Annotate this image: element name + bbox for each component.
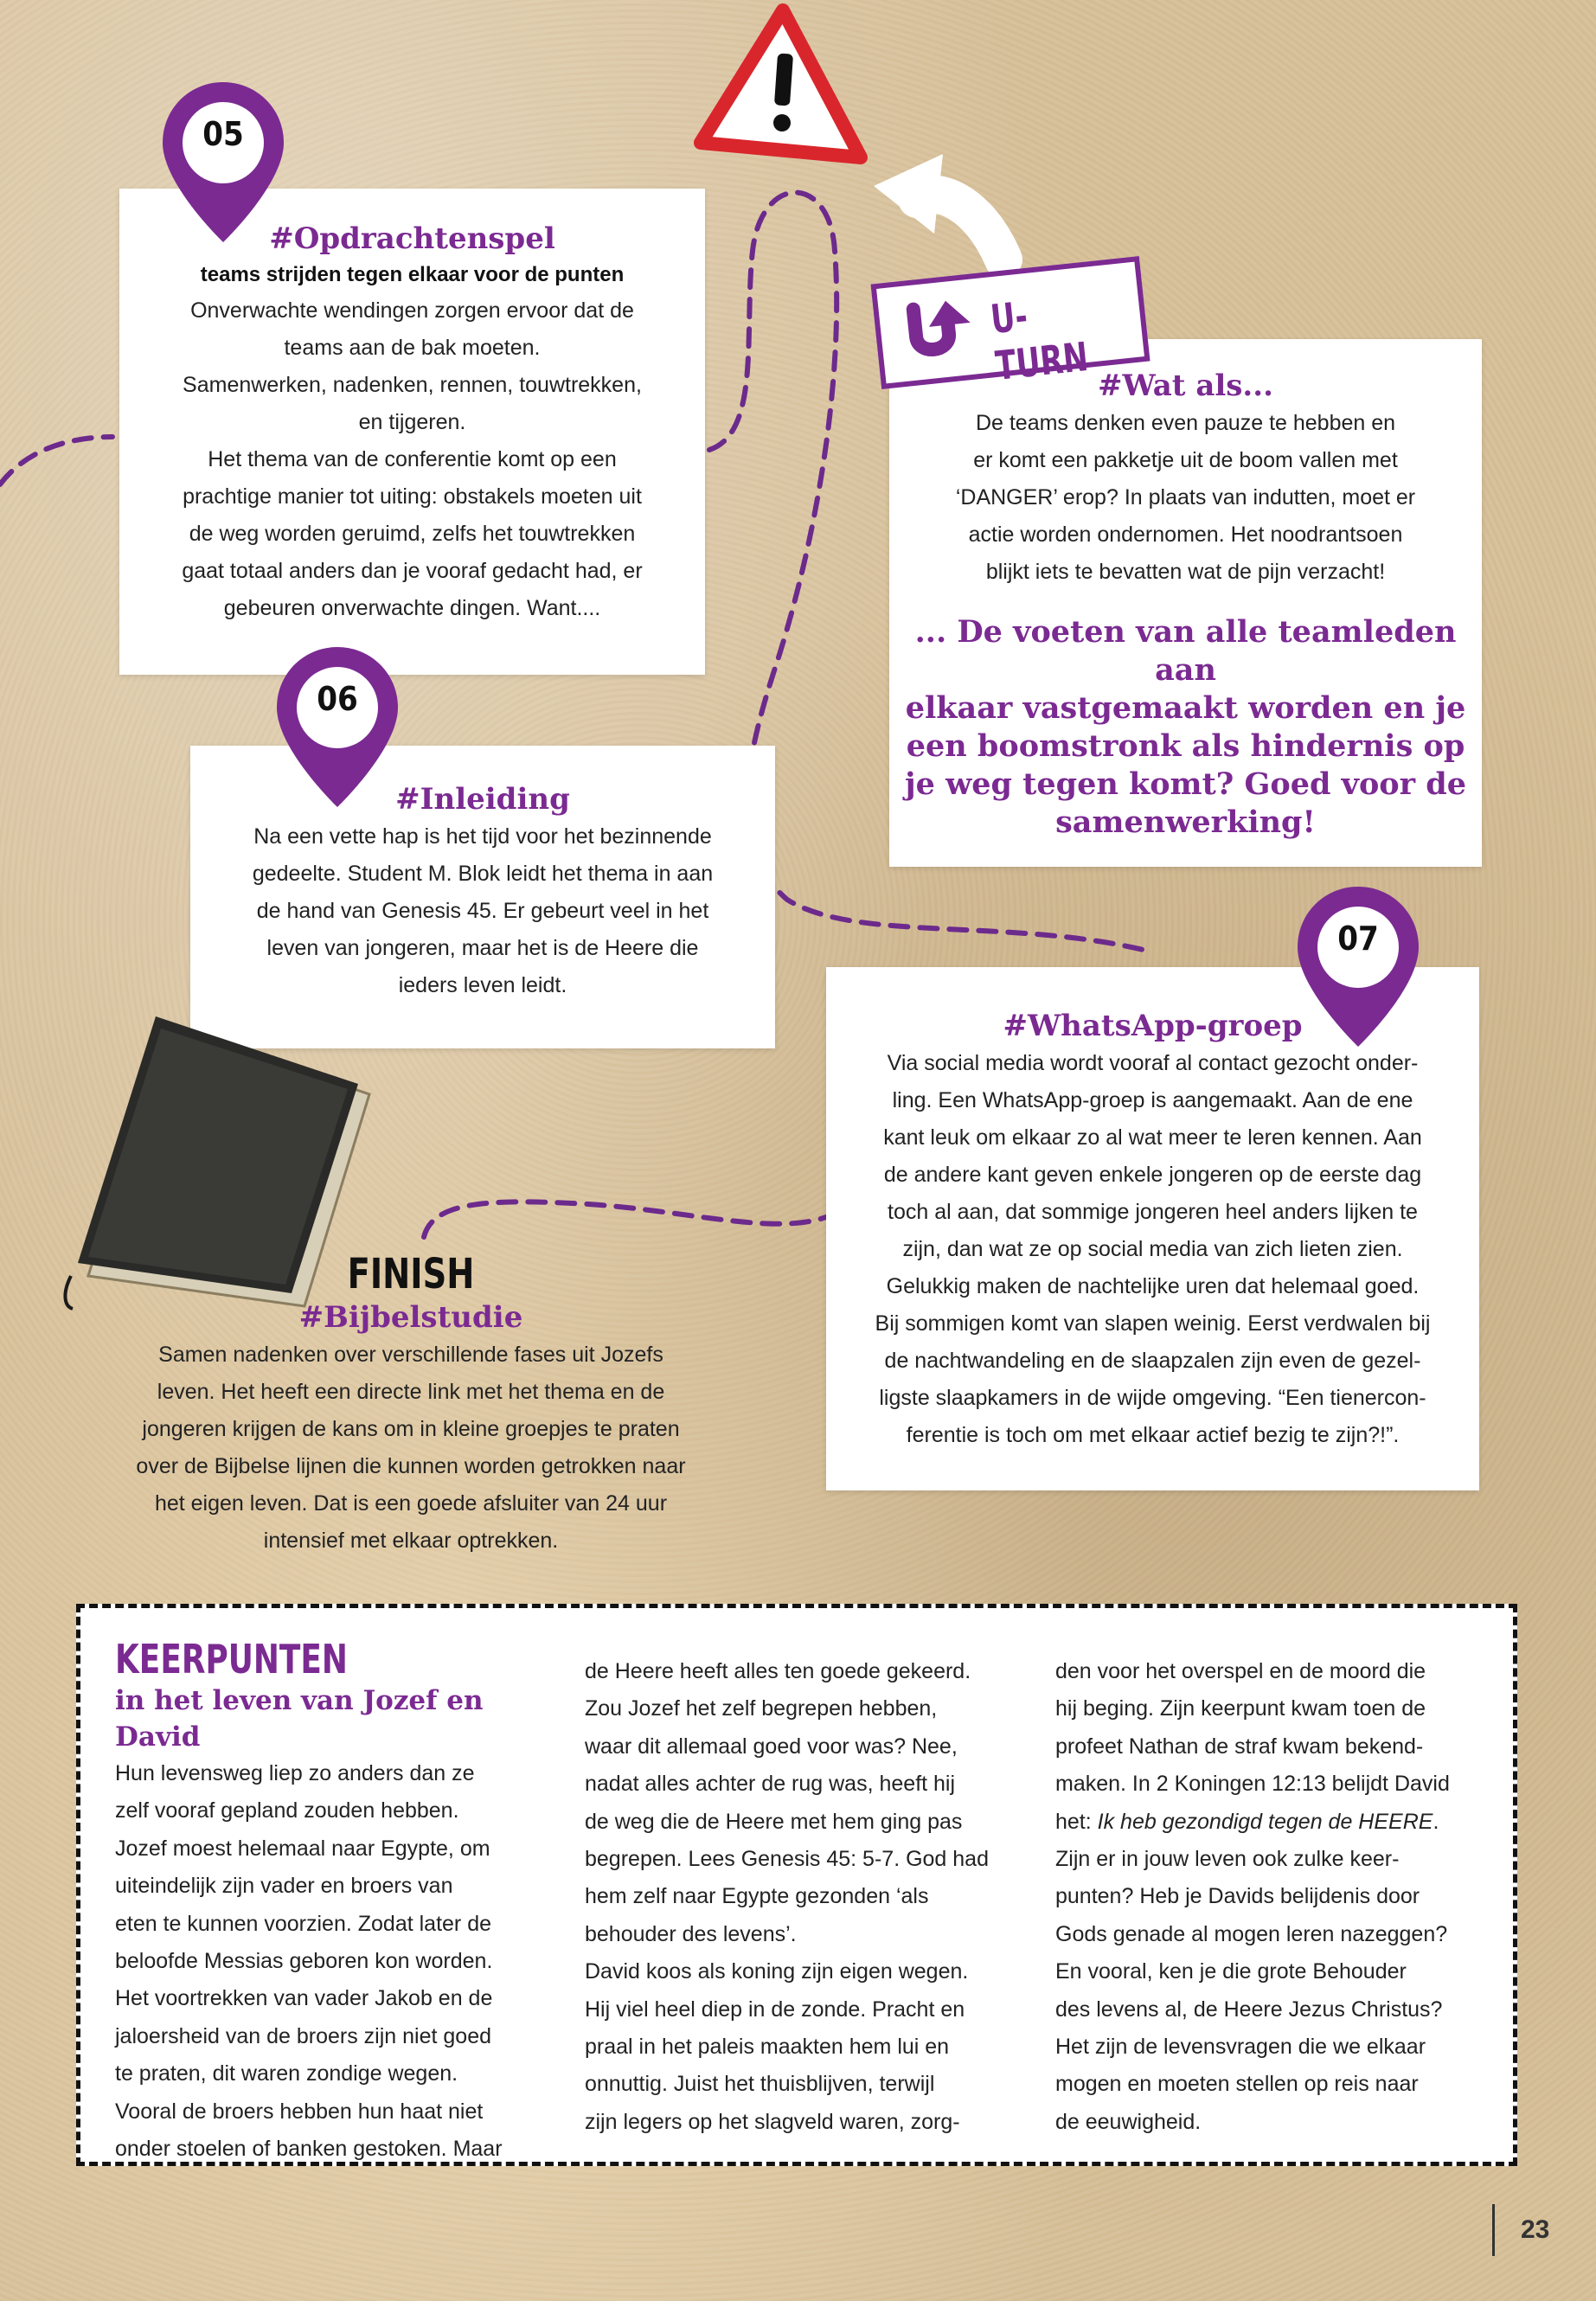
watals-body: [889, 405, 1482, 591]
text-line: prachtige manier tot uiting: obstakels moeten uit: [183, 484, 642, 509]
finish-heading: #Bijbelstudie: [298, 1300, 523, 1335]
text-line: de eeuwigheid.: [1055, 2109, 1202, 2134]
highlight-line: ... De voeten van alle teamleden aan: [914, 614, 1457, 688]
text-line: hem zelf naar Egypte gezonden ‘als: [585, 1884, 929, 1909]
keerpunten-title: KEERPUNTEN: [115, 1636, 348, 1682]
text-line: Hun levensweg liep zo anders dan ze: [115, 1761, 475, 1785]
text-line: toch al aan, dat sommige jongeren heel anders lijken te: [888, 1200, 1418, 1224]
text-line: intensief met elkaar optrekken.: [263, 1529, 559, 1553]
text-line: nadat alles achter de rug was, heeft hij: [585, 1772, 956, 1797]
text-line: de nachtwandeling en de slaapzalen zijn even de gezel-: [884, 1349, 1421, 1373]
u-turn-label: U-TURN: [988, 292, 1091, 389]
card07-heading: #WhatsApp-groep: [1003, 1009, 1303, 1043]
text-line: leven van jongeren, maar het is de Heere die: [266, 936, 699, 960]
card-opdrachtenspel: [119, 189, 705, 675]
text-line: Gelukkig maken de nachtelijke uren dat helemaal goed.: [886, 1274, 1420, 1298]
text-line: ‘DANGER’ erop? In plaats van indutten, moet er: [955, 485, 1416, 510]
text-line: hij beging. Zijn keerpunt kwam toen de: [1055, 1696, 1426, 1721]
text-line: Via social media wordt vooraf al contact gezocht onder-: [887, 1051, 1419, 1075]
card06-heading: #Inleiding: [395, 782, 570, 817]
text-line: Zou Jozef het zelf begrepen hebben,: [585, 1696, 938, 1721]
text-line: leven. Het heeft een directe link met het thema en de: [157, 1380, 665, 1404]
text-line: onnuttig. Juist het thuisblijven, terwijl: [585, 2072, 935, 2097]
highlight-line: samenwerking!: [1055, 804, 1316, 840]
text-line: Het voortrekken van vader Jakob en de: [115, 1986, 493, 2011]
pin-05: [163, 82, 284, 242]
keerpunten-column-3: [1055, 1653, 1488, 2141]
watals-heading: #Wat als...: [1098, 369, 1273, 403]
card05-heading: #Opdrachtenspel: [269, 221, 555, 256]
text-line: Bij sommigen komt van slapen weinig. Eerst verdwalen bij: [875, 1311, 1431, 1336]
highlight-line: een boomstronk als hindernis op: [906, 728, 1465, 764]
text-line: gebeuren onverwachte dingen. Want....: [223, 596, 601, 620]
text-line: des levens al, de Heere Jezus Christus?: [1055, 1997, 1443, 2022]
text-line: zijn legers op het slagveld waren, zorg-: [585, 2109, 960, 2134]
text-line: profeet Nathan de straf kwam bekend-: [1055, 1734, 1424, 1759]
card07-body: [826, 1045, 1479, 1454]
pin-06-label: 06: [317, 680, 358, 718]
text-line: mogen en moeten stellen op reis naar: [1055, 2072, 1419, 2097]
text-line: den voor het overspel en de moord die: [1055, 1659, 1426, 1683]
card06-body: [190, 818, 775, 1004]
map-pin-icon: [277, 647, 398, 807]
text-line: uiteindelijk zijn vader en broers van: [115, 1874, 453, 1899]
text-line: over de Bijbelse lijnen die kunnen worden getrokken naar: [136, 1454, 686, 1478]
page-number-value: 23: [1521, 2215, 1550, 2244]
text-line: Gods genade al mogen leren nazeggen?: [1055, 1921, 1448, 1946]
text-line: jaloersheid van de broers zijn niet goed: [115, 2023, 491, 2048]
text-line: er komt een pakketje uit de boom vallen met: [973, 448, 1398, 472]
keerpunten-column-2: [585, 1653, 1009, 2141]
text-line: ieders leven leidt.: [398, 973, 567, 997]
text-line: Na een vette hap is het tijd voor het bezinnende: [253, 824, 712, 849]
path-segment-bottom: [424, 1202, 830, 1237]
text-line: behouder des levens’.: [585, 1921, 797, 1946]
text-line: maken. In 2 Koningen 12:13 belijdt David: [1055, 1772, 1450, 1797]
finish-section: [78, 1250, 744, 1560]
text-line: de weg die de Heere met hem ging pas: [585, 1809, 963, 1834]
text-line: De teams denken even pauze te hebben en: [975, 411, 1396, 435]
card05-body: [119, 292, 705, 627]
pin-07: [1298, 887, 1419, 1047]
text-line: actie worden ondernomen. Het noodrantsoen: [968, 522, 1403, 547]
keerpunten-column-1: [115, 1636, 539, 2168]
text-line: kant leuk om elkaar zo al wat meer te leren kennen. Aan: [883, 1125, 1422, 1150]
text-line: ling. Een WhatsApp-groep is aangemaakt. Aan de ene: [892, 1088, 1413, 1112]
text-line: En vooral, ken je die grote Behouder: [1055, 1959, 1407, 1984]
text-line: beloofde Messias geboren kon worden.: [115, 1949, 493, 1974]
text-line: onder stoelen of banken gestoken. Maar: [115, 2137, 503, 2162]
path-segment-left: [0, 437, 112, 484]
text-line: Hij viel heel diep in de zonde. Pracht en: [585, 1997, 965, 2022]
text-line: Het thema van de conferentie komt op een: [208, 447, 617, 471]
card05-subheading: teams strijden tegen elkaar voor de punten: [200, 263, 625, 286]
finish-title: FINISH: [347, 1250, 475, 1298]
text-line: te praten, dit waren zondige wegen.: [115, 2061, 458, 2086]
text-line: gaat totaal anders dan je vooraf gedacht had, er: [182, 559, 643, 583]
text-line-quote: [1055, 1804, 1488, 1841]
text-line: jongeren krijgen de kans om in kleine groepjes te praten: [142, 1417, 680, 1441]
text-line: punten? Heb je Davids belijdenis door: [1055, 1884, 1420, 1909]
watals-highlight: [889, 613, 1482, 842]
pin-07-label: 07: [1337, 920, 1379, 958]
text-line: ferentie is toch om met elkaar actief bezig te zijn?!”.: [906, 1423, 1400, 1447]
text-line: gedeelte. Student M. Blok leidt het thema in aan: [252, 862, 714, 886]
text-line: Onverwachte wendingen zorgen ervoor dat de: [190, 298, 634, 323]
text-line: Jozef moest helemaal naar Egypte, om: [115, 1836, 490, 1861]
quote-suffix: .: [1433, 1809, 1439, 1834]
text-line: het eigen leven. Dat is een goede afsluiter van 24 uur: [154, 1491, 668, 1516]
text-line: zelf vooraf gepland zouden hebben.: [115, 1798, 459, 1823]
text-line: de weg worden geruimd, zelfs het touwtrekken: [189, 522, 636, 546]
page-number: [1492, 2204, 1549, 2256]
map-pin-icon: [1298, 887, 1419, 1047]
highlight-line: elkaar vastgemaakt worden en je: [905, 690, 1466, 726]
warning-sign-icon: [701, 10, 861, 157]
u-turn-icon: [894, 292, 987, 369]
text-line: teams aan de bak moeten.: [284, 336, 541, 360]
text-line: Vooral de broers hebben hun haat niet: [115, 2099, 484, 2124]
text-line: zijn, dan wat ze op social media van zich lieten zien.: [902, 1237, 1403, 1261]
map-pin-icon: [163, 82, 284, 242]
u-turn-arrow-icon: [874, 154, 1003, 260]
text-line: Samenwerken, nadenken, rennen, touwtrekken,: [183, 373, 642, 397]
highlight-line: je weg tegen komt? Goed voor de: [904, 766, 1467, 802]
text-line: praal in het paleis maakten hem lui en: [585, 2035, 950, 2060]
text-line: de Heere heeft alles ten goede gekeerd.: [585, 1659, 971, 1683]
pin-05-label: 05: [202, 115, 244, 153]
text-line: Samen nadenken over verschillende fases uit Jozefs: [158, 1343, 663, 1367]
text-line: David koos als koning zijn eigen wegen.: [585, 1959, 969, 1984]
text-line: waar dit allemaal goed voor was? Nee,: [585, 1734, 958, 1759]
text-line: Zijn er in jouw leven ook zulke keer-: [1055, 1847, 1400, 1872]
card-wat-als: [889, 339, 1482, 867]
text-line: blijkt iets te bevatten wat de pijn verzacht!: [985, 560, 1386, 584]
keerpunten-subtitle: in het leven van Jozef en David: [115, 1685, 484, 1753]
text-line: en tijgeren.: [358, 410, 466, 434]
keerpunten-box: [76, 1604, 1517, 2166]
text-line: de hand van Genesis 45. Er gebeurt veel in het: [256, 899, 709, 923]
text-line: Het zijn de levensvragen die we elkaar: [1055, 2035, 1426, 2060]
text-line: begrepen. Lees Genesis 45: 5-7. God had: [585, 1847, 989, 1872]
text-line: ligste slaapkamers in de wijde omgeving. “Een tienercon-: [879, 1386, 1426, 1410]
text-line: eten te kunnen voorzien. Zodat later de: [115, 1911, 492, 1936]
pin-06: [277, 647, 398, 807]
text-line: de andere kant geven enkele jongeren op de eerste dag: [883, 1163, 1422, 1187]
finish-body: [78, 1336, 744, 1560]
quote-prefix: het:: [1055, 1809, 1098, 1834]
quote-text: Ik heb gezondigd tegen de HEERE: [1097, 1809, 1433, 1834]
